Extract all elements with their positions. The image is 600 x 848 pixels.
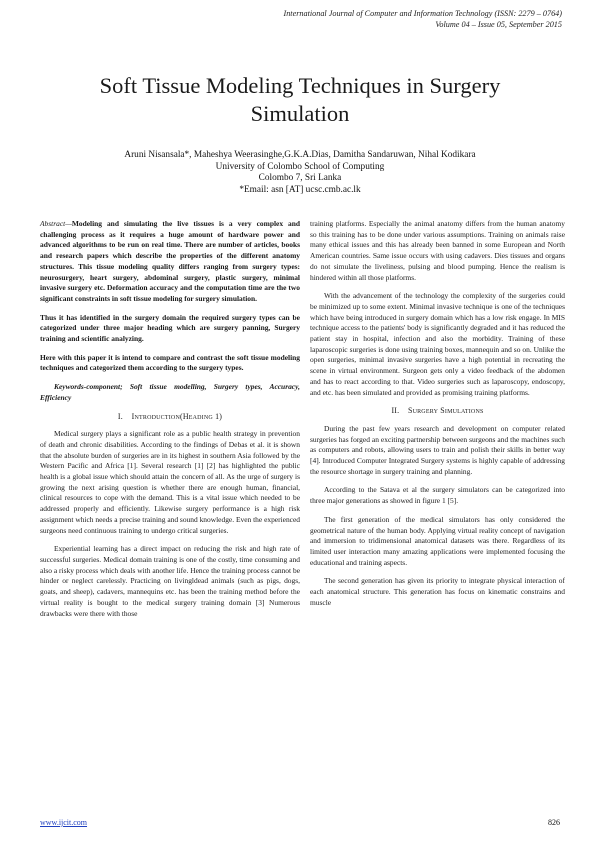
- section-heading-1: [40, 412, 300, 423]
- page-number: 826: [548, 818, 560, 827]
- abstract-paragraph-3: Here with this paper it is intend to compare and contrast the soft tissue modeling techniques and categorized them according to the surgery types.: [40, 352, 300, 373]
- abstract-paragraph-2: Thus it has identified in the surgery domain the required surgery types can be categorized under three major heading which are surgery panning, Surgery training and scientific analyzing.: [40, 312, 300, 344]
- author-city: Colombo 7, Sri Lanka: [258, 173, 342, 183]
- body-paragraph: The second generation has given its priority to integrate physical interaction of each anatomical structure. This generation has focus on kinematic constrains and muscle: [310, 576, 565, 607]
- section-number: I.: [117, 411, 123, 421]
- paper-title-line-1: Soft Tissue Modeling Techniques in Surgery: [99, 73, 501, 98]
- abstract-paragraph: [40, 219, 300, 305]
- body-paragraph: Medical surgery plays a significant role as a public health strategy in prevention of death and chronic disabilities. According to the findings of Debas et al. it is shown that the absolute burden of surgeries are in its highest in southern Asia followed by the Western Pacific and Africa [1]. Several research [1] [2] has highlighted the public health is a global issue which should attain the concern of all. As the urge of surgery is growing the next arising question is whether there are enough human, financial, clinical resources to cope with the demand. This is a vital issue which needed to be addressed properly and efficiently. Likewise surgery performance is a high risk assignment which needs a precise training and sound knowledge. Even the experienced surgeons need continuous training to undergo critical surgeries.: [40, 429, 300, 535]
- section-title: Introduction(Heading 1): [131, 411, 223, 421]
- section-heading-2: [310, 406, 565, 417]
- journal-title-line: International Journal of Computer and Information Technology (ISSN: 2279 – 0764): [283, 9, 562, 18]
- author-email: *Email: asn [AT] ucsc.cmb.ac.lk: [239, 184, 361, 195]
- body-paragraph: According to the Satava et al the surgery simulators can be categorized into three major generations as showed in figure 1 [5].: [310, 485, 565, 506]
- paper-title-line-2: Simulation: [250, 101, 350, 126]
- section-title: Surgery Simulations: [407, 406, 484, 416]
- section-number: II.: [391, 406, 400, 416]
- author-block: [40, 150, 560, 196]
- body-paragraph: Experiential learning has a direct impact on reducing the risk and high rate of successful surgeries. Medical domain training is one of the costly, time consuming and also a risky process which deals with another life. Hence the training process cannot be hinder or neglect carelessly. Practicing on livingldead animals (such as pigs, dogs, goats, and sheep), cadavers, mannequins etc. has been the training method before the virtual reality is bought to the medical surgery training domain [3] Numerous drawbacks were there with those: [40, 544, 300, 618]
- author-names: Aruni Nisansala*, Maheshya Weerasinghe,G.K.A.Dias, Damitha Sandaruwan, Nihal Kodikara: [124, 150, 476, 160]
- abstract-text: Modeling and simulating the live tissues is a very complex and challenging process as it requires a huge amount of hardware power and advanced algorithms to be run on real time. There are number of articles, books and research papers which describe the properties of the different anatomy structures. This tissue modeling quality differs ranging from surgery types: neurosurgery, heart surgery, abdominal surgery, plastic surgery, minimal invasive surgery etc. Deformation accuracy and the computation time are the two significant constraints in soft tissue modeling for surgery simulation.: [40, 219, 300, 303]
- body-paragraph: The first generation of the medical simulators has only considered the geometrical nature of the human body. Applying virtual reality concept of navigation and immersion to tridimensional anatomical datasets was there. Regardless of its limited user interaction many amazing applications were implemented focusing the educational and training aspects.: [310, 514, 565, 567]
- keywords: Keywords-component; Soft tissue modelling, Surgery types, Accuracy, Efficiency: [40, 382, 300, 402]
- paper-title: [40, 72, 560, 128]
- journal-volume-line: Volume 04 – Issue 05, September 2015: [435, 20, 562, 29]
- right-column: [310, 219, 565, 617]
- journal-url-link[interactable]: www.ijcit.com: [40, 818, 88, 827]
- abstract-lead: Abstract—: [40, 219, 72, 228]
- body-paragraph: During the past few years research and development on computer related surgeries has forged an exciting partnership between surgeons and the machines such as computers and robots, allowing users to train and polish their skills in better way [4]. Introduced Computer Integrated Surgery systems is highly capable of addressing the resource shortage in surgery training and planning.: [310, 423, 565, 476]
- journal-header: [202, 8, 562, 30]
- body-paragraph: training platforms. Especially the animal anatomy differs from the human anatomy so this training has to be done under various assumptions. Training on animals raise many ethical issues and this has already been banned in some European and North American countries. Same issue occurs with using cadavers. Dies tissues and organs do not simulate the liveliness, pulsing and blood pumping. Hence the realism is hindered within all those platforms.: [310, 219, 565, 282]
- body-paragraph: With the advancement of the technology the complexity of the surgeries could be minimized up to some extent. Minimal invasive technique is one of the techniques which have being introduced in surgery domain which has a low risk engage. In MIS technique access to the patients' body is significantly degraded and it has reduced the patient stay in hospital, infection and also the morbidity. Training of these laparoscopic surgeries is done using training boxes, mannequin and so on. Unlike the open surgeries, minimal invasive surgeries have a high potential in recreating the scene in virtual environment. Surgeon gets only a video feedback of the abdomen and has to react according to that. Video surgeries such as laparoscopy, endoscopy, and etc. has been simulated and provided as promising training platforms.: [310, 291, 565, 397]
- left-column: [40, 219, 300, 627]
- author-affiliation: University of Colombo School of Computing: [215, 161, 385, 172]
